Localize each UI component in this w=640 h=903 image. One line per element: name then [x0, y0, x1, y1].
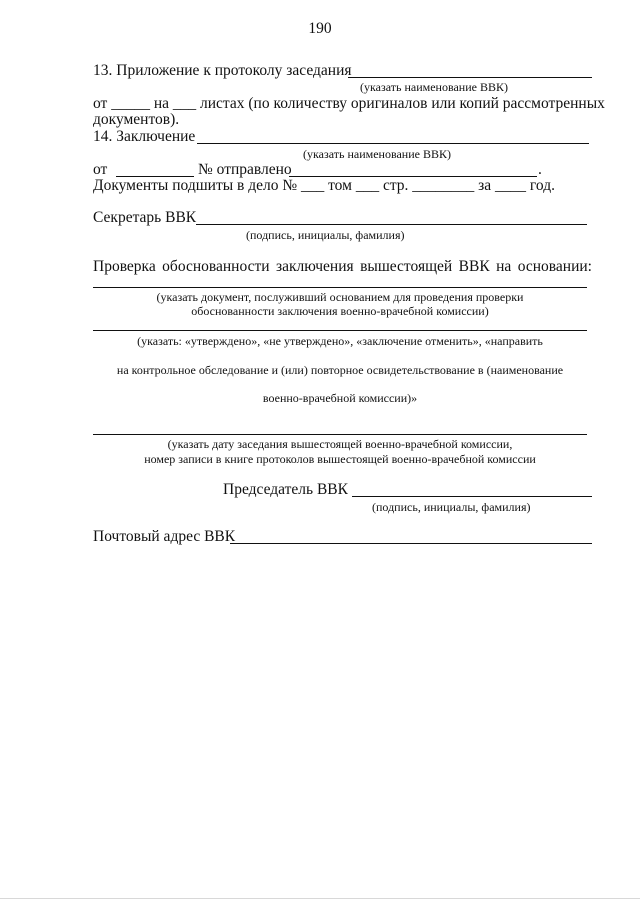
item14-sent-label: № отправлено: [198, 161, 292, 178]
item14-filed-line: Документы подшиты в дело № ___ том ___ стр. ________ за ____ год.: [93, 177, 555, 194]
verification-decision-line: [93, 330, 587, 331]
verification-hint1-line2: обоснованности заключения военно-врачебной комиссии): [191, 304, 489, 318]
verification-hint2-line3: военно-врачебной комиссии)»: [262, 391, 418, 405]
item14-hint: (указать наименование ВВК): [303, 147, 451, 161]
secretary-label: Секретарь ВВК: [93, 209, 197, 226]
secretary-hint: (подпись, инициалы, фамилия): [246, 228, 405, 242]
page-number: 190: [308, 20, 332, 37]
chairman-hint: (подпись, инициалы, фамилия): [372, 500, 531, 514]
verification-hint3-line1: (указать дату заседания вышестоящей военно-врачебной комиссии,: [167, 437, 513, 451]
item14-from-label: от: [93, 161, 108, 178]
chairman-label: Председатель ВВК: [223, 481, 348, 498]
verification-hint3-line2: номер записи в книге протоколов вышестоящей военно-врачебной комиссии: [144, 452, 536, 466]
secretary-signature-line: [196, 224, 587, 225]
verification-basis-line: [93, 287, 587, 288]
item13-label: 13. Приложение к протоколу заседания: [93, 62, 352, 79]
item14-fill-line: [197, 143, 589, 144]
chairman-signature-line: [352, 496, 592, 497]
item13-fill-line: [348, 77, 592, 78]
verification-hint2-line2: на контрольное обследование и (или) повторное освидетельствование в (наименование: [116, 363, 564, 377]
page-bottom-edge: [0, 898, 640, 899]
verification-date-line: [93, 434, 587, 435]
postal-address-line: [230, 543, 592, 544]
verification-hint2-line1: (указать: «утверждено», «не утверждено», «заключение отменить», «направить: [137, 334, 543, 348]
verification-heading: Проверка обоснованности заключения вышестоящей ВВК на основании:: [93, 258, 592, 275]
item14-label: 14. Заключение: [93, 128, 196, 145]
item13-line2: от _____ на ___ листах (по количеству оригиналов или копий рассмотренных: [93, 95, 605, 112]
item13-hint: (указать наименование ВВК): [360, 80, 508, 94]
verification-hint1-line1: (указать документ, послуживший основанием для проведения проверки: [156, 290, 524, 304]
item14-period: .: [538, 161, 542, 178]
postal-label: Почтовый адрес ВВК: [93, 528, 236, 545]
item13-line3: документов).: [93, 111, 180, 128]
